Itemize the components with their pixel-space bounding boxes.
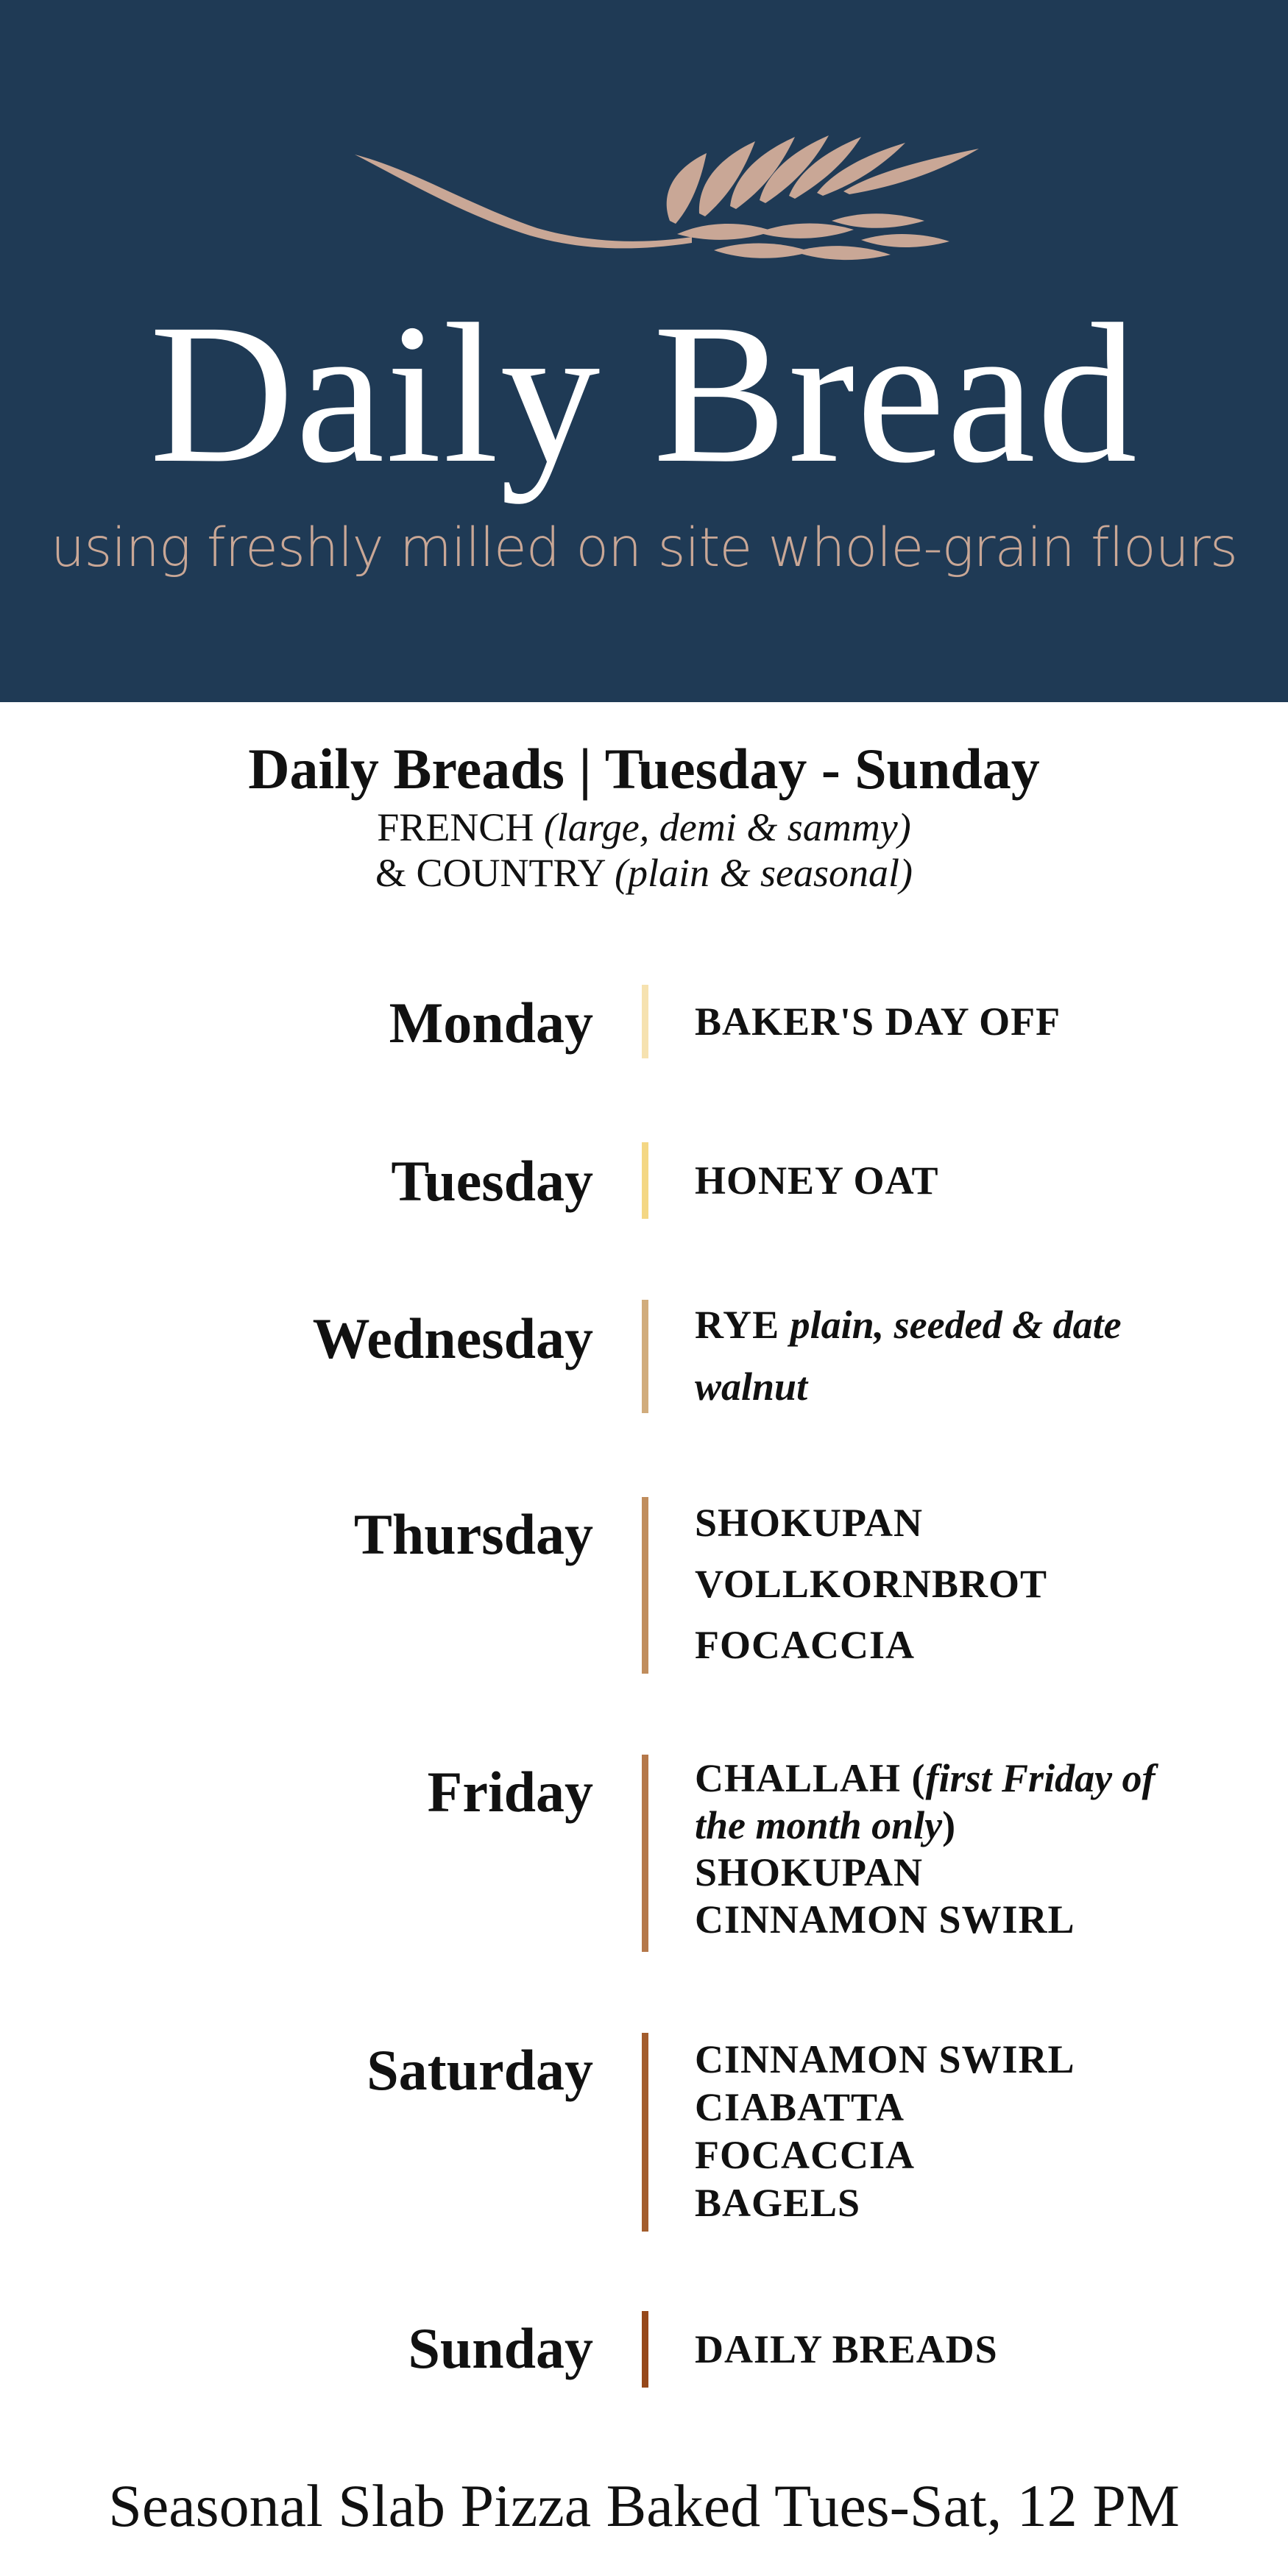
intro-line-country bbox=[0, 849, 1288, 896]
day-bar-thursday bbox=[642, 1497, 648, 1674]
day-items-sunday bbox=[695, 2318, 1195, 2380]
intro-line-french-note: (large, demi & sammy) bbox=[543, 805, 911, 849]
day-label-saturday: Saturday bbox=[367, 2038, 593, 2102]
list-item: CIABATTA bbox=[695, 2085, 905, 2129]
day-label-friday: Friday bbox=[427, 1760, 593, 1824]
day-items-saturday bbox=[695, 2036, 1195, 2227]
day-label-thursday: Thursday bbox=[353, 1502, 593, 1566]
day-items-friday bbox=[695, 1755, 1195, 1943]
page-title: Daily Bread bbox=[149, 283, 1139, 504]
wheat-icon bbox=[346, 110, 986, 269]
day-bar-friday bbox=[642, 1755, 648, 1952]
list-item: RYE plain, seeded & date walnut bbox=[695, 1303, 1122, 1409]
day-items-monday bbox=[695, 991, 1195, 1052]
day-items-wednesday bbox=[695, 1294, 1195, 1418]
list-item: DAILY BREADS bbox=[695, 2327, 998, 2371]
intro-line-country-main: & COUNTRY bbox=[375, 851, 615, 895]
intro-line-country-note: (plain & seasonal) bbox=[615, 851, 913, 895]
header-banner bbox=[0, 0, 1288, 702]
day-bar-tuesday bbox=[642, 1142, 648, 1219]
intro-heading: Daily Breads | Tuesday - Sunday bbox=[248, 737, 1040, 801]
list-item: CHALLAH (first Friday of the month only) bbox=[695, 1756, 1156, 1847]
list-item: VOLLKORNBROT bbox=[695, 1562, 1047, 1606]
day-bar-monday bbox=[642, 985, 648, 1058]
list-item: CINNAMON SWIRL bbox=[695, 2037, 1075, 2081]
list-item: BAGELS bbox=[695, 2181, 861, 2225]
intro-line-french-main: FRENCH bbox=[377, 805, 544, 849]
footer-note: Seasonal Slab Pizza Baked Tues-Sat, 12 PM bbox=[108, 2472, 1180, 2539]
day-label-sunday: Sunday bbox=[408, 2316, 593, 2380]
day-bar-saturday bbox=[642, 2033, 648, 2232]
day-label-tuesday: Tuesday bbox=[391, 1149, 593, 1213]
day-items-thursday bbox=[695, 1493, 1195, 1676]
day-label-wednesday: Wednesday bbox=[312, 1306, 593, 1370]
list-item: HONEY OAT bbox=[695, 1158, 939, 1203]
day-label-monday: Monday bbox=[389, 991, 593, 1055]
list-item: FOCACCIA bbox=[695, 1623, 915, 1667]
list-item: CINNAMON SWIRL bbox=[695, 1897, 1075, 1942]
list-item: BAKER'S DAY OFF bbox=[695, 999, 1061, 1044]
intro-line-french bbox=[0, 804, 1288, 851]
list-item: FOCACCIA bbox=[695, 2133, 915, 2177]
list-item: SHOKUPAN bbox=[695, 1850, 924, 1894]
day-items-tuesday bbox=[695, 1150, 1195, 1211]
day-bar-sunday bbox=[642, 2311, 648, 2388]
page-subtitle: using freshly milled on site whole-grain flours bbox=[51, 517, 1237, 579]
day-bar-wednesday bbox=[642, 1300, 648, 1413]
list-item: SHOKUPAN bbox=[695, 1501, 924, 1545]
